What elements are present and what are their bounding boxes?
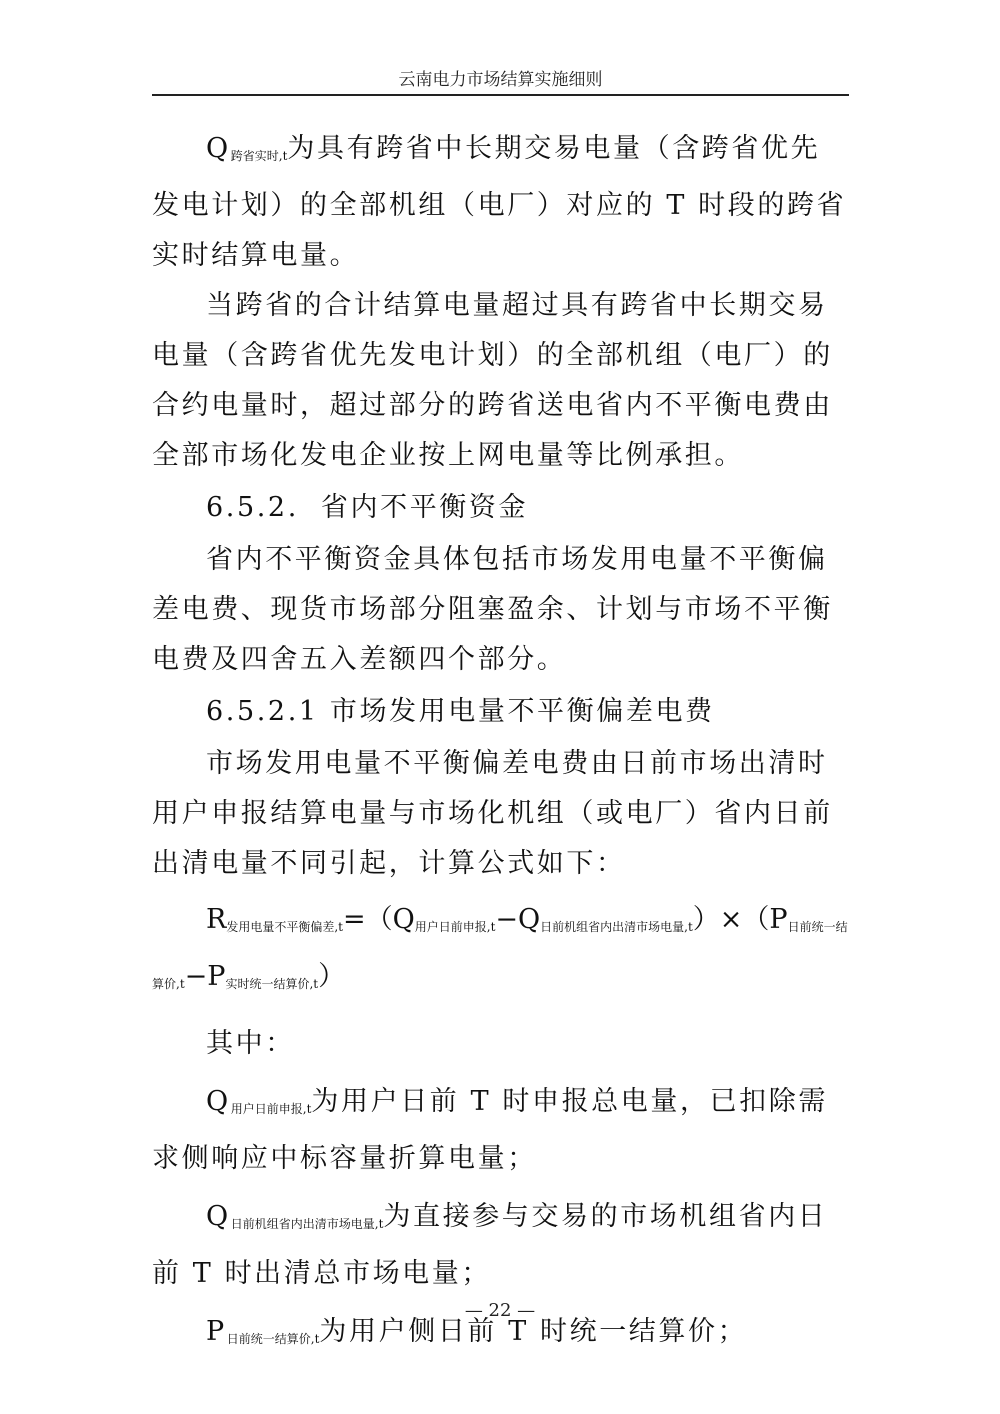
definition-q-unit [152,1192,849,1299]
symbol-subscript: 跨省实时,t [230,149,288,163]
document-body [152,124,849,1364]
symbol: P [206,1316,227,1347]
formula-p1: P [769,904,788,935]
symbol: Q [206,1086,231,1117]
paragraph-imbalance-funds: 省内不平衡资金具体包括市场发用电量不平衡偏差电费、现货市场部分阻塞盈余、计划与市场不平衡电费及四舍五入差额四个部分。 [152,544,833,675]
section-number: 6.5.2. [206,492,299,523]
formula [152,895,849,1009]
paragraph-cross-province-realtime [152,124,849,281]
definition-text: 为直接参与交易的市场机组省内日前 T 时出清总市场电量； [152,1201,828,1289]
paragraph-imbalance-deviation: 市场发用电量不平衡偏差电费由日前市场出清时用户申报结算电量与市场化机组（或电厂）省内日前出清电量不同引起，计算公式如下： [152,748,833,879]
definition-text: 为用户侧日前 T 时统一结算价； [319,1316,748,1347]
formula-minus: − [184,961,208,992]
formula-q1-sub: 用户日前申报,t [414,920,496,934]
header-divider [152,94,849,96]
paragraph-excess-settlement: 当跨省的合计结算电量超过具有跨省中长期交易电量（含跨省优先发电计划）的全部机组（电厂）的合约电量时，超过部分的跨省送电省内不平衡电费由全部市场化发电企业按上网电量等比例承担。 [152,290,833,471]
symbol: Q [206,133,231,164]
symbol-subscript: 用户日前申报,t [230,1102,312,1116]
formula-q2-sub: 日前机组省内出清市场电量,t [540,920,693,934]
formula-close: ） [318,961,346,992]
formula-eq: =（ [342,904,393,935]
paragraph-where: 其中： [206,1028,295,1059]
formula-p1-sub: 日前统一结算价,t [152,920,848,991]
formula-q1: Q [392,904,415,935]
symbol-subscript: 日前机组省内出清市场电量,t [230,1217,384,1231]
formula-r: R [206,904,227,935]
definition-q-user [152,1077,849,1184]
formula-p2-sub: 实时统一结算价,t [225,977,319,991]
section-heading-6-5-2-1: 6.5.2.1 市场发用电量不平衡偏差电费 [206,696,715,727]
definition-text: 为用户日前 T 时申报总电量，已扣除需求侧响应中标容量折算电量； [152,1086,828,1174]
formula-times: ）×（ [692,904,770,935]
formula-q2: Q [518,904,541,935]
page-header: 云南电力市场结算实施细则 [398,70,603,90]
section-title: 省内不平衡资金 [320,492,529,523]
symbol: Q [206,1201,231,1232]
paragraph-text: 为具有跨省中长期交易电量（含跨省优先发电计划）的全部机组（电厂）对应的 T 时段的跨省实时结算电量。 [152,133,847,271]
formula-r-sub: 发用电量不平衡偏差,t [226,920,343,934]
symbol-subscript: 日前统一结算价,t [226,1332,320,1346]
formula-minus: − [495,904,519,935]
formula-p2: P [207,961,226,992]
section-heading-6-5-2 [152,483,849,533]
page-number: — 22 — [464,1300,536,1321]
